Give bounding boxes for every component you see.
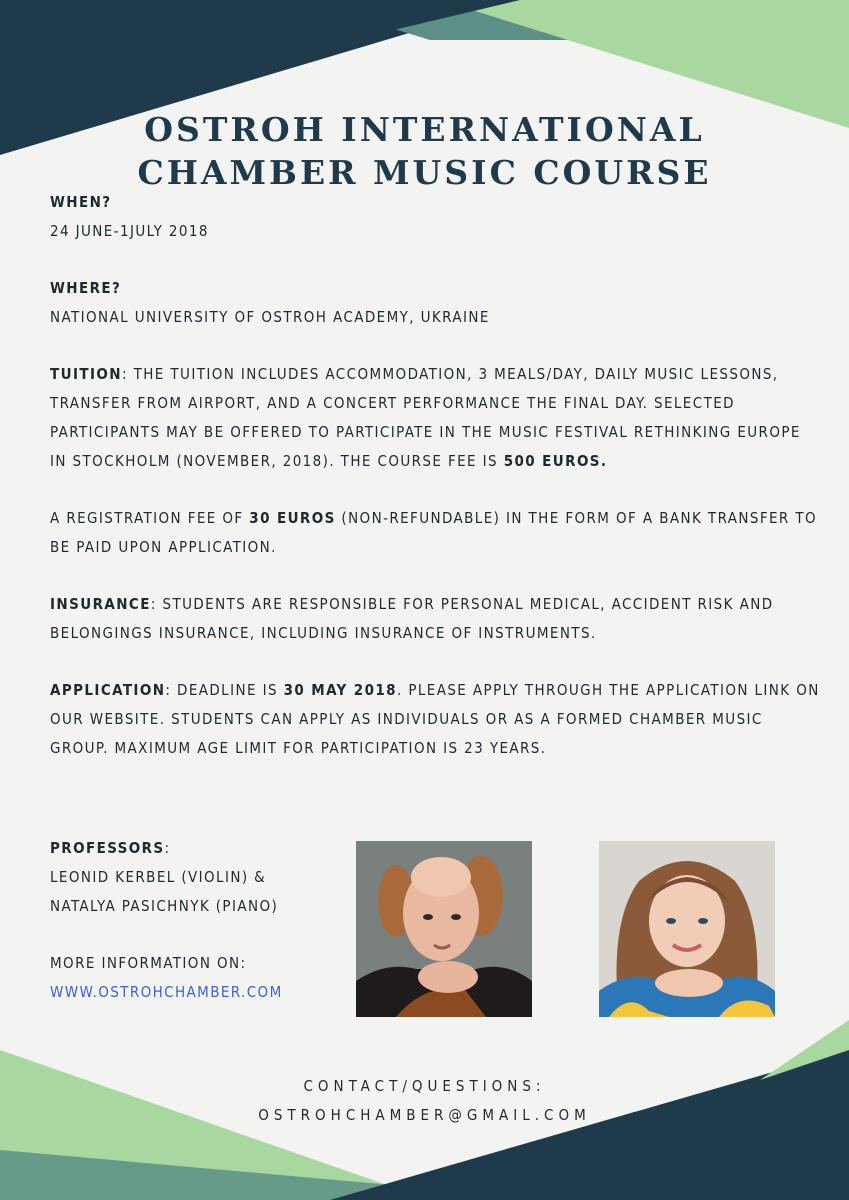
photo-leonid-kerbel — [356, 841, 532, 1017]
registration-paragraph — [50, 504, 820, 562]
photo-natalya-pasichnyk — [599, 841, 775, 1017]
application-prefix: : DEADLINE IS — [165, 681, 284, 699]
insurance-text: : STUDENTS ARE RESPONSIBLE FOR PERSONAL MEDICAL, ACCIDENT RISK AND BELONGINGS INSURANCE, INCLUDING INSURANCE OF INSTRUMENTS. — [50, 595, 774, 642]
tuition-text: : THE TUITION INCLUDES ACCOMMODATION, 3 MEALS/DAY, DAILY MUSIC LESSONS, TRANSFER FROM AIRPORT, AND A CONCERT PERFORMANCE THE FINAL DAY. SELECTED PARTICIPANTS MAY BE OFFERED TO PARTICIPATE IN THE MUSIC FESTIVAL RETHINKING EUROPE IN STOCKHOLM (NOVEMBER, 2018). THE COURSE FEE IS — [50, 365, 801, 470]
registration-suffix: (NON-REFUNDABLE) IN THE FORM OF A BANK TRANSFER TO BE PAID UPON APPLICATION. — [50, 509, 818, 556]
when-value: 24 JUNE-1JULY 2018 — [50, 222, 209, 240]
contact-block — [0, 1072, 849, 1130]
registration-fee: 30 EUROS — [249, 509, 336, 527]
application-label: APPLICATION — [50, 681, 166, 699]
professors-label: PROFESSORS — [50, 839, 165, 857]
insurance-label: INSURANCE — [50, 595, 151, 613]
insurance-paragraph — [50, 590, 820, 648]
professors-block — [50, 834, 340, 1007]
application-paragraph — [50, 676, 820, 763]
page-title — [0, 108, 849, 194]
contact-label: CONTACT/QUESTIONS: — [303, 1077, 546, 1095]
application-deadline: 30 MAY 2018 — [283, 681, 397, 699]
tuition-label: TUITION — [50, 365, 122, 383]
title-line-1: OSTROH INTERNATIONAL — [144, 110, 705, 149]
more-info-label: MORE INFORMATION ON: — [50, 954, 247, 972]
where-value: NATIONAL UNIVERSITY OF OSTROH ACADEMY, UKRAINE — [50, 308, 490, 326]
application-suffix: . PLEASE APPLY THROUGH THE APPLICATION LINK ON OUR WEBSITE. STUDENTS CAN APPLY AS INDIVIDUALS OR AS A FORMED CHAMBER MUSIC GROUP. MAXIMUM AGE LIMIT FOR PARTICIPATION IS 23 YEARS. — [50, 681, 820, 757]
professor-2: NATALYA PASICHNYK (PIANO) — [50, 897, 279, 915]
website-link[interactable]: WWW.OSTROHCHAMBER.COM — [50, 983, 283, 1001]
when-label: WHEN? — [50, 193, 112, 211]
tuition-fee: 500 EUROS. — [503, 452, 608, 470]
professor-1: LEONID KERBEL (VIOLIN) & — [50, 868, 267, 886]
tuition-paragraph — [50, 360, 820, 476]
where-label: WHERE? — [50, 279, 122, 297]
info-content — [50, 188, 820, 763]
title-line-2: CHAMBER MUSIC COURSE — [137, 153, 712, 192]
professors-colon: : — [164, 839, 171, 857]
contact-email[interactable]: OSTROHCHAMBER@GMAIL.COM — [258, 1106, 591, 1124]
registration-prefix: A REGISTRATION FEE OF — [50, 509, 250, 527]
